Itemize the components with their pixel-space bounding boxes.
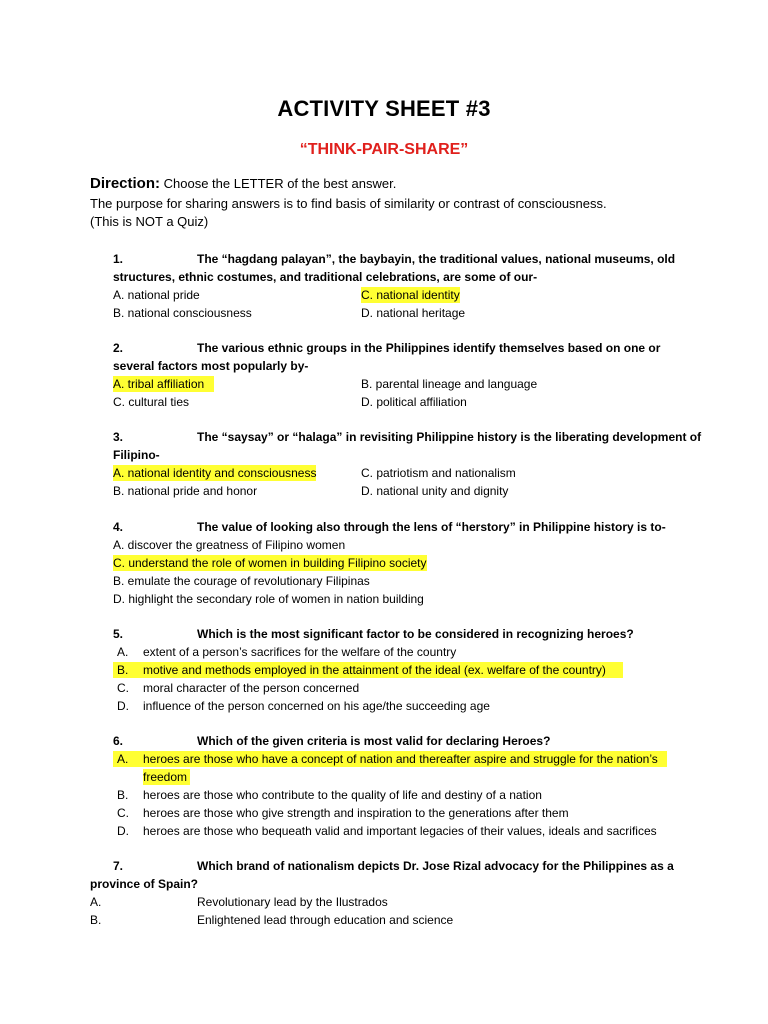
q5-option-c-letter: C. <box>117 681 129 695</box>
q5-option-b-letter: B. <box>117 663 129 677</box>
question-7-text: Which brand of nationalism depicts Dr. Jose Rizal advocacy for the Philippines as a <box>197 859 674 873</box>
q6-option-b: heroes are those who contribute to the quality of life and destiny of a nation <box>143 788 542 802</box>
question-7-number: 7. <box>113 859 124 873</box>
q4-option-c: C. understand the role of women in building Filipino society <box>113 556 427 570</box>
q3-option-a: A. national identity and consciousness <box>113 466 317 480</box>
q5-option-b: motive and methods employed in the attainment of the ideal (ex. welfare of the country) <box>143 663 606 677</box>
question-7-text-cont: province of Spain? <box>90 877 199 891</box>
q5-option-d: influence of the person concerned on his age/the succeeding age <box>143 699 490 713</box>
question-1-text-cont: structures, ethnic costumes, and traditional celebrations, are some of our- <box>113 270 538 284</box>
q5-option-d-letter: D. <box>117 699 129 713</box>
q7-option-b: Enlightened lead through education and science <box>197 913 454 927</box>
question-6-text: Which of the given criteria is most valid for declaring Heroes? <box>197 734 551 748</box>
question-2-text: The various ethnic groups in the Philippines identify themselves based on one or <box>197 341 661 355</box>
q5-option-a: extent of a person’s sacrifices for the welfare of the country <box>143 645 457 659</box>
q4-option-a: A. discover the greatness of Filipino women <box>113 538 346 552</box>
q6-option-a-letter: A. <box>117 752 129 766</box>
question-1-number: 1. <box>113 252 124 266</box>
q6-option-d-letter: D. <box>117 824 129 838</box>
q2-option-c: C. cultural ties <box>113 395 190 409</box>
question-3-text: The “saysay” or “halaga” in revisiting Philippine history is the liberating development of <box>197 430 702 444</box>
q5-option-c: moral character of the person concerned <box>143 681 360 695</box>
direction-note: (This is NOT a Quiz) <box>90 214 209 229</box>
q7-option-a-letter: A. <box>90 895 102 909</box>
q6-option-a: heroes are those who have a concept of nation and thereafter aspire and struggle for the nation’s <box>143 752 658 766</box>
q1-option-b: B. national consciousness <box>113 306 252 320</box>
q6-option-b-letter: B. <box>117 788 129 802</box>
q6-option-c: heroes are those who give strength and inspiration to the generations after them <box>143 806 569 820</box>
direction-purpose: The purpose for sharing answers is to find basis of similarity or contrast of consciousness. <box>90 196 607 211</box>
q2-option-a: A. tribal affiliation <box>113 376 214 392</box>
direction-label: Direction: <box>90 175 161 192</box>
question-2-text-cont: several factors most popularly by- <box>113 359 309 373</box>
question-3-text-cont: Filipino- <box>113 448 160 462</box>
q3-option-b: B. national pride and honor <box>113 484 258 498</box>
question-4-number: 4. <box>113 520 124 534</box>
q1-option-d: D. national heritage <box>361 306 466 320</box>
q5-option-a-letter: A. <box>117 645 129 659</box>
direction-line <box>90 175 396 193</box>
question-1-text: The “hagdang palayan”, the baybayin, the traditional values, national museums, old <box>197 252 676 266</box>
direction-text: Choose the LETTER of the best answer. <box>163 176 397 191</box>
q4-option-b: B. emulate the courage of revolutionary Filipinas <box>113 574 370 588</box>
q4-option-d: D. highlight the secondary role of women in nation building <box>113 592 424 606</box>
q3-option-c: C. patriotism and nationalism <box>361 466 516 480</box>
question-5-number: 5. <box>113 627 124 641</box>
q2-option-b: B. parental lineage and language <box>361 377 538 391</box>
question-4-text: The value of looking also through the lens of “herstory” in Philippine history is to- <box>197 520 666 534</box>
q7-option-a: Revolutionary lead by the Ilustrados <box>197 895 388 909</box>
question-6-number: 6. <box>113 734 124 748</box>
q3-option-d: D. national unity and dignity <box>361 484 509 498</box>
question-5-text: Which is the most significant factor to be considered in recognizing heroes? <box>197 627 634 641</box>
question-2-number: 2. <box>113 341 124 355</box>
page-title: ACTIVITY SHEET #3 <box>277 96 491 121</box>
q1-option-c: C. national identity <box>361 288 460 302</box>
q7-option-b-letter: B. <box>90 913 102 927</box>
q6-option-a-cont: freedom <box>143 770 188 784</box>
q1-option-a: A. national pride <box>113 288 200 302</box>
q6-option-d: heroes are those who bequeath valid and important legacies of their values, ideals and sacrifices <box>143 824 657 838</box>
question-3-number: 3. <box>113 430 124 444</box>
page-subtitle: “THINK-PAIR-SHARE” <box>299 141 469 158</box>
q6-option-c-letter: C. <box>117 806 129 820</box>
q2-option-d: D. political affiliation <box>361 395 467 409</box>
